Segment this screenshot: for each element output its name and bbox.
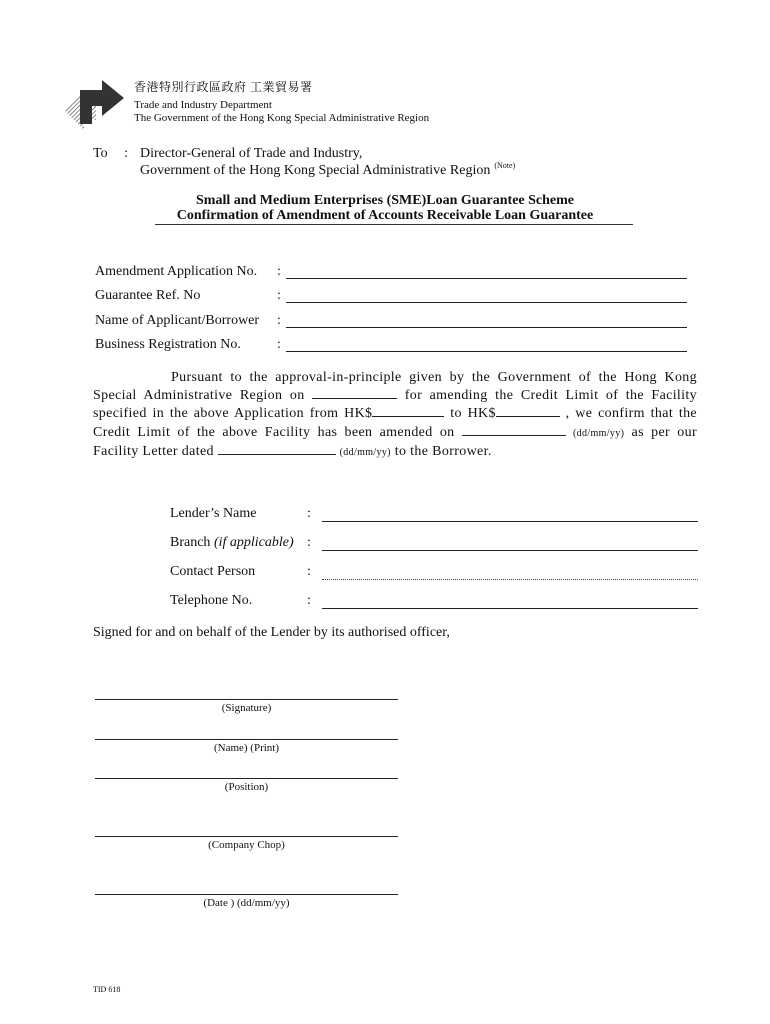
name-caption: (Name) (Print) [213, 742, 280, 754]
approval-date-blank[interactable] [312, 386, 397, 399]
form-code: TID 618 [93, 985, 121, 994]
paragraph-text: to the Borrower. [394, 443, 492, 459]
facility-letter-date-blank[interactable] [218, 442, 336, 455]
date-format-hint: (dd/mm/yy) [573, 427, 625, 439]
branch-note: (if applicable) [213, 535, 294, 550]
guarantee-ref-label: Guarantee Ref. No [95, 288, 201, 303]
amendment-application-input[interactable] [286, 278, 687, 279]
contact-person-label: Contact Person [170, 564, 256, 579]
applicant-name-input[interactable] [286, 327, 687, 328]
lender-name-label: Lender’s Name [170, 506, 257, 521]
company-chop-caption: (Company Chop) [208, 839, 285, 851]
company-chop-line[interactable] [95, 836, 398, 837]
government-name: The Government of the Hong Kong Special Administrative Region [134, 112, 430, 124]
telephone-label: Telephone No. [170, 593, 253, 608]
lender-name-input[interactable] [322, 521, 698, 522]
paragraph-text: for amending the Credit Limit of the Facility specified in the above Application from HK$ [93, 388, 698, 422]
confirmation-paragraph [93, 370, 697, 461]
paragraph-text: to HK$ [450, 406, 496, 422]
signature-caption: (Signature) [221, 702, 272, 714]
scheme-title: Small and Medium Enterprises (SME)Loan Guarantee Scheme [196, 193, 574, 208]
applicant-name-label: Name of Applicant/Borrower [95, 313, 260, 328]
position-line[interactable] [95, 778, 398, 779]
title-underline [155, 224, 633, 225]
addressee-government: Government of the Hong Kong Special Administrative Region [140, 163, 491, 178]
form-title: Confirmation of Amendment of Accounts Receivable Loan Guarantee [176, 208, 594, 223]
paragraph-text: Pursuant to the approval-in-principle given by the Government of the Hong Kong Special Administrative Region on [93, 370, 697, 404]
telephone-input[interactable] [322, 608, 698, 609]
to-label: To [93, 146, 108, 161]
guarantee-ref-input[interactable] [286, 302, 687, 303]
position-caption: (Position) [224, 781, 269, 793]
to-colon: : [124, 146, 128, 161]
field-colon: : [277, 264, 281, 279]
field-colon: : [307, 593, 311, 608]
department-name: Trade and Industry Department [134, 99, 272, 111]
field-colon: : [277, 313, 281, 328]
contact-person-input[interactable] [322, 579, 698, 580]
date-caption: (Date ) (dd/mm/yy) [203, 897, 290, 909]
amount-to-blank[interactable] [496, 404, 560, 417]
paragraph-text: , we confirm that the Credit Limit of the above Facility has been amended on [93, 406, 697, 440]
branch-text: Branch [170, 535, 211, 550]
field-colon: : [277, 337, 281, 352]
addressee-line-2 [140, 161, 515, 179]
field-colon: : [277, 288, 281, 303]
amended-date-blank[interactable] [462, 423, 566, 436]
signed-statement: Signed for and on behalf of the Lender by its authorised officer, [93, 625, 450, 640]
business-registration-label: Business Registration No. [95, 337, 241, 352]
addressee-line-1: Director-General of Trade and Industry, [140, 146, 363, 161]
note-marker: (Note) [494, 161, 516, 170]
amendment-application-label: Amendment Application No. [95, 264, 258, 279]
tid-arrow-logo-icon [62, 76, 132, 132]
name-line[interactable] [95, 739, 398, 740]
field-colon: : [307, 535, 311, 550]
chinese-department-name: 香港特別行政區政府 工業貿易署 [134, 80, 313, 94]
business-registration-input[interactable] [286, 351, 687, 352]
date-format-hint: (dd/mm/yy) [339, 446, 391, 458]
branch-label [170, 535, 294, 551]
amount-from-blank[interactable] [372, 404, 444, 417]
field-colon: : [307, 564, 311, 579]
field-colon: : [307, 506, 311, 521]
branch-input[interactable] [322, 550, 698, 551]
signature-line[interactable] [95, 699, 398, 700]
paragraph-text: as per our Facility Letter dated [93, 424, 697, 459]
date-line[interactable] [95, 894, 398, 895]
